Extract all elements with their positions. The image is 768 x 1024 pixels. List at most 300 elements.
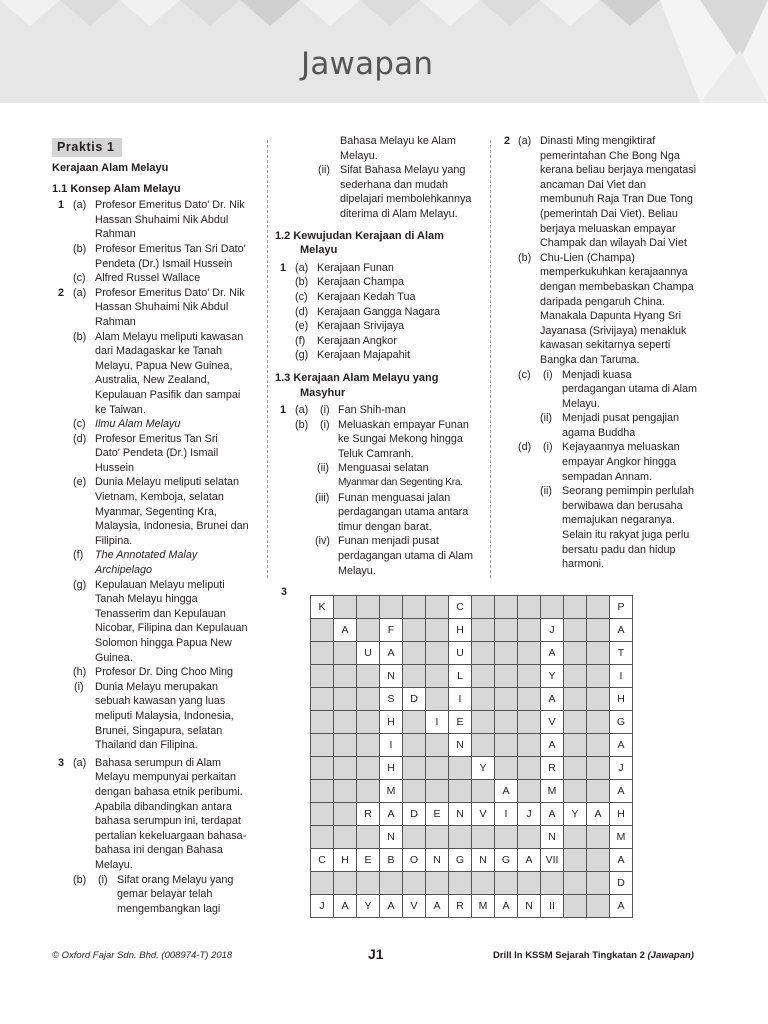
answer-line: Kerajaan Majapahit xyxy=(317,349,411,362)
answer-line: kawasan sekitarnya seperti xyxy=(540,339,671,352)
answer-line: Melayu, Papua New Guinea, xyxy=(95,359,233,372)
answer-text xyxy=(562,440,715,484)
crossword-cell: J xyxy=(518,803,541,826)
answer-line: Menjadi kuasa xyxy=(562,368,632,381)
answer-text xyxy=(340,134,487,163)
crossword-cell-empty xyxy=(472,665,495,688)
answer-line: Champak dan wilayah Dai Viet xyxy=(540,237,687,250)
crossword-cell-empty xyxy=(311,619,334,642)
question-number: 1 xyxy=(280,404,287,417)
answer-text xyxy=(95,330,262,418)
answer-line: dipelajari membolehkannya xyxy=(340,193,472,206)
crossword-cell: I xyxy=(449,688,472,711)
crossword-cell-empty xyxy=(518,596,541,619)
answer-line: Melayu. xyxy=(340,149,378,162)
answer-group-1 xyxy=(52,198,262,286)
answer-line: sebuah kawasan yang luas xyxy=(95,695,226,708)
answer-line: perdagangan utama di Alam xyxy=(562,383,698,396)
crossword-cell: P xyxy=(610,596,633,619)
crossword-cell: Y xyxy=(357,895,380,918)
answer-text xyxy=(338,403,487,418)
crossword-cell-empty xyxy=(472,872,495,895)
crossword-cell-empty xyxy=(564,780,587,803)
question-number: 2 xyxy=(504,135,511,147)
crossword-cell-empty xyxy=(518,711,541,734)
crossword-cell-empty xyxy=(564,895,587,918)
column-divider xyxy=(267,140,268,578)
answer-text xyxy=(95,286,262,330)
crossword-cell: H xyxy=(610,803,633,826)
column-2 xyxy=(275,134,487,578)
crossword-cell-empty xyxy=(495,619,518,642)
book-title-italic: (Jawapan) xyxy=(647,950,694,961)
answer-text xyxy=(95,548,262,577)
crossword-cell: N xyxy=(380,826,403,849)
answer-text xyxy=(95,242,262,271)
crossword-cell-empty xyxy=(495,688,518,711)
crossword-cell: Y xyxy=(541,665,564,688)
answer-line: Vietnam, Kemboja, selatan xyxy=(95,491,224,504)
crossword-cell-empty xyxy=(587,596,610,619)
crossword-cell-empty xyxy=(311,826,334,849)
item-label: (ii) xyxy=(318,164,330,177)
answer-line: Hassan Shuhaimi Nik Abdul xyxy=(95,213,229,226)
answer-text xyxy=(95,680,262,753)
crossword-cell-empty xyxy=(311,665,334,688)
crossword-cell-empty xyxy=(449,826,472,849)
answer-line: Rahman xyxy=(95,228,136,241)
question-number: 1 xyxy=(58,199,65,212)
crossword-cell-empty xyxy=(564,688,587,711)
answer-line: bahasa serumpun ini, terdapat xyxy=(95,815,241,828)
crossword-cell: A xyxy=(334,619,357,642)
crossword-cell: O xyxy=(403,849,426,872)
crossword-cell: M xyxy=(472,895,495,918)
crossword-cell-empty xyxy=(334,734,357,757)
answer-line: berjaya meluaskan empayar xyxy=(540,222,676,235)
crossword-cell-empty xyxy=(426,642,449,665)
answer-line: Jayanasa (Srivijaya) menakluk xyxy=(540,324,687,337)
crossword-cell-empty xyxy=(357,734,380,757)
crossword-cell: N xyxy=(541,826,564,849)
answer-line: Kepulauan Pasifik dan sampai xyxy=(95,388,241,401)
crossword-cell: A xyxy=(518,849,541,872)
answer-text xyxy=(562,411,715,440)
crossword-cell-empty xyxy=(564,734,587,757)
answer-group-m1 xyxy=(275,403,487,578)
crossword-cell-empty xyxy=(564,757,587,780)
crossword-cell: H xyxy=(610,688,633,711)
item-label: (a) xyxy=(73,286,87,299)
answer-line: Hussein xyxy=(95,461,135,474)
crossword-cell: D xyxy=(610,872,633,895)
crossword-cell-empty xyxy=(587,665,610,688)
crossword-cell-empty xyxy=(334,711,357,734)
crossword-cell-empty xyxy=(403,596,426,619)
crossword-cell-empty xyxy=(403,826,426,849)
section-heading-1-3 xyxy=(275,371,487,400)
answer-line: ke Taiwan. xyxy=(95,403,146,416)
crossword-cell-empty xyxy=(403,757,426,780)
item-label: (b) xyxy=(518,251,532,264)
crossword-cell: Y xyxy=(472,757,495,780)
crossword-cell-empty xyxy=(357,780,380,803)
answer-line: Bahasa serumpun di Alam xyxy=(95,756,222,769)
crossword-cell-empty xyxy=(564,711,587,734)
answer-text xyxy=(95,665,262,680)
crossword-cell-empty xyxy=(311,757,334,780)
answer-line: pertalian kekeluargaan bahasa- xyxy=(95,829,247,842)
copyright: © Oxford Fajar Sdn. Bhd. (008974-T) 2018 xyxy=(52,950,233,961)
book-title xyxy=(493,950,694,961)
item-label: (i) xyxy=(543,441,553,454)
answer-line: Sifat orang Melayu yang xyxy=(117,873,234,886)
crossword-cell: C xyxy=(449,596,472,619)
crossword-cell: A xyxy=(380,803,403,826)
crossword-cell: N xyxy=(380,665,403,688)
crossword-cell-empty xyxy=(426,688,449,711)
answer-sub-item xyxy=(275,163,487,221)
crossword-cell: A xyxy=(541,803,564,826)
crossword-cell: N xyxy=(449,803,472,826)
page-footer xyxy=(0,946,768,966)
answer-line: Melayu. xyxy=(95,858,133,871)
crossword-cell-empty xyxy=(518,780,541,803)
column-1 xyxy=(52,138,262,916)
crossword-cell-empty xyxy=(403,872,426,895)
item-label: (g) xyxy=(73,578,87,591)
crossword-cell: Y xyxy=(564,803,587,826)
crossword-row xyxy=(311,642,633,665)
crossword-cell-empty xyxy=(334,596,357,619)
item-label: (i) xyxy=(320,404,330,417)
answer-line: Alfred Russel Wallace xyxy=(95,272,201,285)
crossword-grid xyxy=(310,595,633,918)
item-label: (i) xyxy=(543,368,553,381)
crossword-cell-empty xyxy=(564,826,587,849)
crossword-cell: B xyxy=(380,849,403,872)
answer-text xyxy=(562,484,715,572)
answer-text xyxy=(540,251,715,368)
crossword-cell-empty xyxy=(426,619,449,642)
answer-line: Kerajaan Angkor xyxy=(317,334,397,347)
crossword-cell-empty xyxy=(472,619,495,642)
answer-line: Menjadi pusat pengajian xyxy=(562,412,680,425)
item-label: (i) xyxy=(320,418,330,431)
crossword-cell: S xyxy=(380,688,403,711)
answer-text xyxy=(338,534,487,578)
answer-line: Menguasai selatan xyxy=(338,462,429,475)
answer-text xyxy=(340,163,487,221)
answer-line: agama Buddha xyxy=(562,426,636,439)
crossword-cell: V xyxy=(541,711,564,734)
answer-line: ancaman Dai Viet dan xyxy=(540,178,647,191)
crossword-cell-empty xyxy=(564,872,587,895)
answer-line: Profesor Emeritus Dato' Dr. Nik xyxy=(95,286,245,299)
crossword-cell: L xyxy=(449,665,472,688)
item-label: (b) xyxy=(73,242,87,255)
answer-line: Archipelago xyxy=(95,564,153,577)
crossword-row xyxy=(311,895,633,918)
answer-line: dengan bahasa etnik peribumi. xyxy=(95,785,243,798)
answer-line: memajukan negaranya. xyxy=(562,514,675,527)
answer-line: Kerajaan Srivijaya xyxy=(317,320,405,333)
crossword-cell: M xyxy=(610,826,633,849)
answer-line: Profesor Dr. Ding Choo Ming xyxy=(95,666,234,679)
item-label: (c) xyxy=(518,368,531,381)
answer-line: empayar Angkor hingga xyxy=(562,456,677,469)
crossword-cell-empty xyxy=(426,665,449,688)
crossword-cell: K xyxy=(311,596,334,619)
answer-line: Hassan Shuhaimi Nik Abdul xyxy=(95,301,229,314)
crossword-row xyxy=(311,872,633,895)
crossword-cell-empty xyxy=(518,619,541,642)
answer-line: Funan menjadi pusat xyxy=(338,535,439,548)
answer-text xyxy=(95,198,262,242)
crossword-cell-empty xyxy=(564,642,587,665)
crossword-cell: I xyxy=(610,665,633,688)
crossword-row xyxy=(311,596,633,619)
answer-text xyxy=(338,418,487,462)
crossword-cell: N xyxy=(518,895,541,918)
crossword-cell: R xyxy=(449,895,472,918)
item-label: (e) xyxy=(73,476,87,489)
answer-line: Teluk Camranh. xyxy=(338,447,414,460)
crossword-row xyxy=(311,734,633,757)
item-label: (iii) xyxy=(315,491,330,504)
crossword-cell: I xyxy=(495,803,518,826)
answer-text xyxy=(95,417,262,432)
crossword-cell-empty xyxy=(403,642,426,665)
answer-text xyxy=(338,461,487,490)
crossword-cell-empty xyxy=(449,780,472,803)
crossword-cell-empty xyxy=(518,734,541,757)
crossword-cell: N xyxy=(472,849,495,872)
page-header xyxy=(0,0,768,103)
crossword-cell: E xyxy=(357,849,380,872)
crossword-cell: I xyxy=(426,711,449,734)
crossword-cell-empty xyxy=(472,711,495,734)
crossword-cell-empty xyxy=(587,872,610,895)
crossword-cell-empty xyxy=(357,665,380,688)
item-label: (a) xyxy=(295,404,309,417)
answer-line: Kerajaan Gangga Nagara xyxy=(317,305,441,318)
crossword-cell: A xyxy=(610,619,633,642)
question-number: 3 xyxy=(58,756,65,769)
crossword-row xyxy=(311,619,633,642)
answer-line: timur dengan barat. xyxy=(338,520,432,533)
answer-line: Dunia Melayu meliputi selatan xyxy=(95,476,240,489)
crossword-cell-empty xyxy=(472,596,495,619)
answer-line: Profesor Emeritus Tan Sri xyxy=(95,432,218,445)
answer-line: memperkukuhkan kerajaannya xyxy=(540,266,688,279)
crossword-cell: V xyxy=(403,895,426,918)
answer-line: Kepulauan Melayu meliputi xyxy=(95,578,225,591)
answer-line: Ilmu Alam Melayu xyxy=(95,418,181,431)
item-label: (b) xyxy=(73,330,87,343)
crossword-cell-empty xyxy=(403,665,426,688)
answer-group-2 xyxy=(52,286,262,753)
crossword-cell-empty xyxy=(334,780,357,803)
answer-text xyxy=(95,432,262,476)
answer-line: perdagangan utama antara xyxy=(338,506,469,519)
crossword-cell-empty xyxy=(495,665,518,688)
answer-line: Selain itu rakyat juga perlu xyxy=(562,529,690,542)
answer-line: Funan menguasai jalan xyxy=(338,491,451,504)
answer-line: berwibawa dan berusaha xyxy=(562,499,683,512)
crossword-cell: G xyxy=(495,849,518,872)
crossword-cell-empty xyxy=(587,780,610,803)
crossword-cell-empty xyxy=(380,596,403,619)
crossword-cell-empty xyxy=(311,688,334,711)
answer-line: (pemerintah Dai Viet). Beliau xyxy=(540,207,678,220)
answer-line: Solomon hingga Papua New xyxy=(95,637,232,649)
answer-text xyxy=(317,261,487,363)
crossword-cell-empty xyxy=(587,757,610,780)
crossword-cell: G xyxy=(449,849,472,872)
crossword-cell: U xyxy=(449,642,472,665)
crossword-row xyxy=(311,711,633,734)
crossword-row xyxy=(311,688,633,711)
crossword-cell-empty xyxy=(357,596,380,619)
crossword-cell-empty xyxy=(495,757,518,780)
crossword-cell: N xyxy=(449,734,472,757)
item-label: (i) xyxy=(98,873,108,886)
crossword-cell: A xyxy=(610,849,633,872)
crossword-row xyxy=(311,803,633,826)
answer-line: Malaysia, Indonesia, Brunei dan xyxy=(95,520,249,533)
item-label: (a) xyxy=(518,135,532,147)
crossword-cell-empty xyxy=(564,849,587,872)
answer-line: bersatu padu dan hidup xyxy=(562,543,676,556)
crossword-cell: A xyxy=(610,895,633,918)
answer-text xyxy=(117,873,262,917)
answer-line: Melayu. xyxy=(562,397,600,410)
answer-line: Kerajaan Kedah Tua xyxy=(317,290,416,303)
crossword-cell-empty xyxy=(334,803,357,826)
crossword-cell-empty xyxy=(495,596,518,619)
crossword-cell: T xyxy=(610,642,633,665)
answer-line: Tanah Melayu hingga xyxy=(95,593,198,606)
crossword-cell: R xyxy=(541,757,564,780)
answer-line: mengembangkan lagi xyxy=(117,902,221,915)
item-label: (b) xyxy=(73,873,87,886)
crossword-cell-empty xyxy=(357,826,380,849)
crossword-cell-empty xyxy=(564,596,587,619)
item-label: (ii) xyxy=(540,412,552,425)
crossword-cell-empty xyxy=(518,642,541,665)
crossword-cell-empty xyxy=(311,780,334,803)
crossword-cell-empty xyxy=(495,872,518,895)
answer-line: dari Madagaskar ke Tanah xyxy=(95,345,223,358)
answer-line: Rahman xyxy=(95,315,136,328)
answer-line: ke Sungai Mekong hingga xyxy=(338,433,463,446)
crossword-cell-empty xyxy=(472,734,495,757)
crossword-cell: H xyxy=(334,849,357,872)
answer-line: Australia, New Zealand, xyxy=(95,374,210,387)
heading-line: Masyhur xyxy=(300,386,346,399)
answer-text xyxy=(95,756,262,873)
question-number: 1 xyxy=(280,261,287,274)
answer-line: Dinasti Ming mengiktiraf xyxy=(540,135,656,147)
answer-line: diterima di Alam Melayu. xyxy=(340,207,458,220)
answer-line: Chu-Lien (Champa) xyxy=(540,251,635,264)
crossword-cell: F xyxy=(380,619,403,642)
crossword-cell-empty xyxy=(541,872,564,895)
item-label: (ii) xyxy=(317,462,329,475)
item-label: (a) xyxy=(73,199,87,212)
answer-line: Apabila dibandingkan antara xyxy=(95,800,232,813)
crossword-cell: C xyxy=(311,849,334,872)
answer-line: gemar belayar telah xyxy=(117,888,213,901)
answer-text xyxy=(540,134,715,251)
answer-line: Alam Melayu meliputi kawasan xyxy=(95,330,244,343)
item-label: (i) xyxy=(74,680,84,693)
crossword-cell: J xyxy=(610,757,633,780)
section-heading-1-1: 1.1 Konsep Alam Melayu xyxy=(52,182,181,195)
crossword-cell-empty xyxy=(472,826,495,849)
crossword-cell-empty xyxy=(357,872,380,895)
crossword-cell-empty xyxy=(518,665,541,688)
crossword-cell-empty xyxy=(357,688,380,711)
crossword-cell: G xyxy=(610,711,633,734)
crossword-cell-empty xyxy=(426,757,449,780)
answer-line: Thailand dan Filipina. xyxy=(95,739,198,752)
column-divider xyxy=(490,140,491,578)
answer-line: Kerajaan Champa xyxy=(317,276,405,289)
item-label: (d) xyxy=(73,432,87,445)
answer-line: Nicobar, Filipina dan Kepulauan xyxy=(95,622,248,635)
crossword-cell: A xyxy=(541,688,564,711)
question-number: 2 xyxy=(58,286,65,299)
crossword-cell: A xyxy=(541,734,564,757)
crossword-row xyxy=(311,826,633,849)
answer-line: harmoni. xyxy=(562,558,605,571)
crossword-cell: M xyxy=(380,780,403,803)
crossword-cell-empty xyxy=(334,826,357,849)
answer-line: The Annotated Malay xyxy=(95,549,198,562)
crossword-cell-empty xyxy=(495,642,518,665)
crossword-cell-empty xyxy=(518,826,541,849)
answer-line: Profesor Emeritus Dato' Dr. Nik xyxy=(95,199,245,212)
crossword-cell: VII xyxy=(541,849,564,872)
crossword-cell-empty xyxy=(587,734,610,757)
crossword-cell-empty xyxy=(311,803,334,826)
crossword-cell: A xyxy=(426,895,449,918)
crossword-cell: A xyxy=(334,895,357,918)
answer-line: membunuh Raja Tran Due Tong xyxy=(540,193,693,206)
crossword-cell: II xyxy=(541,895,564,918)
topic-heading: Kerajaan Alam Melayu xyxy=(52,162,169,174)
crossword-cell-empty xyxy=(587,711,610,734)
answer-line: Kejayaannya meluaskan xyxy=(562,441,680,454)
crossword-cell-empty xyxy=(472,642,495,665)
page-title: Jawapan xyxy=(301,46,434,82)
crossword-cell-empty xyxy=(334,872,357,895)
answer-line: pemerintahan Che Bong Nga xyxy=(540,149,680,162)
crossword-cell-empty xyxy=(518,872,541,895)
answer-text xyxy=(562,368,715,412)
crossword-cell-empty xyxy=(426,734,449,757)
crossword-row xyxy=(311,849,633,872)
item-label: (c) xyxy=(73,418,86,431)
crossword-cell: E xyxy=(426,803,449,826)
crossword-cell-empty xyxy=(426,872,449,895)
crossword-cell-empty xyxy=(311,734,334,757)
crossword-cell: A xyxy=(380,642,403,665)
crossword-cell: V xyxy=(472,803,495,826)
crossword-cell-empty xyxy=(587,619,610,642)
